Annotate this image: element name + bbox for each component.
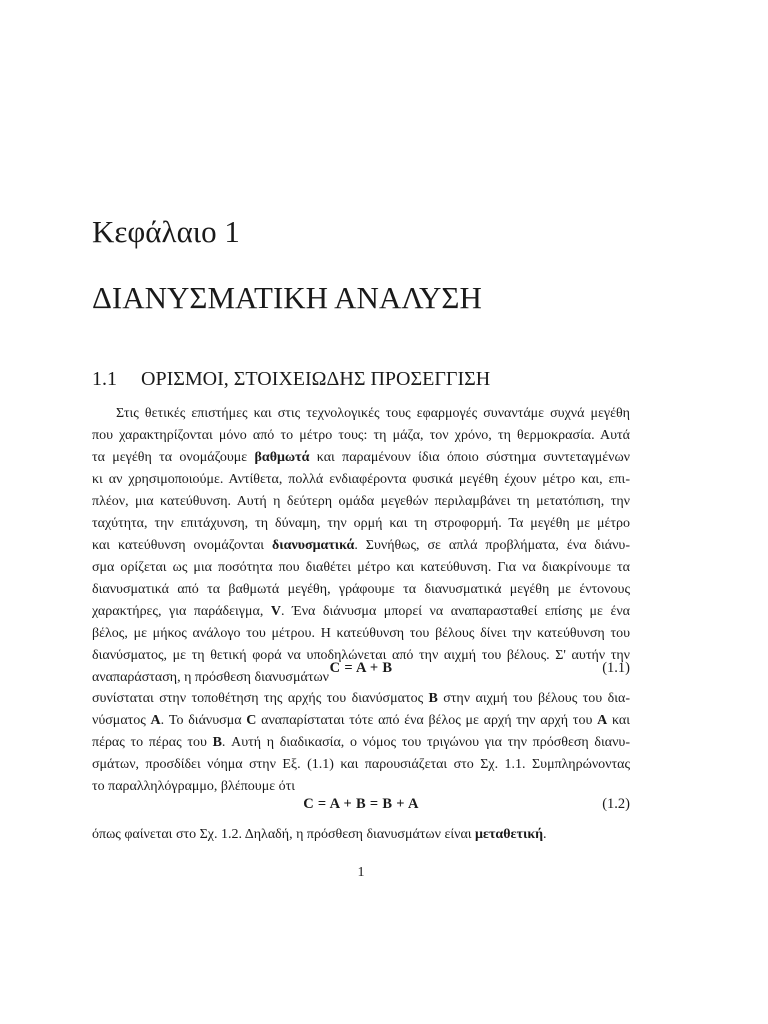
text-line: βέλος, με μήκος ανάλογο του μέτρου. Η κατεύθυνση του βέλους δίνει την κατεύθυνση του [92, 626, 630, 641]
paragraph-2 [92, 688, 630, 798]
text-run: πέρας το πέρας του [92, 735, 213, 750]
vector-symbol: B [428, 691, 438, 706]
text-line [92, 688, 630, 710]
paragraph-3 [92, 824, 630, 846]
text-run: όπως φαίνεται στο Σχ. 1.2. Δηλαδή, η πρόσθεση διανυσμάτων είναι [92, 827, 476, 842]
text-run: και κατεύθυνση ονομάζονται [92, 538, 273, 553]
equation-number: (1.1) [602, 660, 630, 676]
text-run: . [543, 827, 547, 842]
text-line: διανύσματος, με τη θετική φορά να υποδηλώνεται από την αιχμή του βέλους. Σ' αυτήν την [92, 648, 630, 663]
text-line [92, 710, 630, 732]
equation-body: C = A + B [329, 660, 393, 676]
term-scalar: βαθμωτά [254, 450, 310, 465]
text-line: το παραλληλόγραμμο, βλέπουμε ότι [92, 779, 295, 794]
vector-symbol: A [597, 713, 608, 728]
text-line [92, 732, 630, 754]
text-run: . Ένα διάνυσμα μπορεί να αναπαρασταθεί επίσης με ένα [280, 604, 630, 619]
page-number: 1 [357, 865, 365, 880]
equation-1 [92, 656, 630, 680]
vector-symbol: C [246, 713, 257, 728]
text-line [92, 824, 630, 846]
term-vector: διανυσματικά [272, 538, 355, 553]
text-run: και παραμένουν ίδια όποιο σύστημα συντεταγμένων [309, 450, 630, 465]
section-heading [92, 366, 490, 392]
equation-number: (1.2) [602, 796, 630, 812]
text-run: . Αυτή η διαδικασία, ο νόμος του τριγώνου για την πρόσθεση διανυ- [221, 735, 630, 750]
text-line: διανυσματικά από τα βαθμωτά μεγέθη, γράφουμε τα διανυσματικά μεγέθη με έντονους [92, 582, 630, 597]
text-line: που χαρακτηρίζονται μόνο από το μέτρο τους: τη μάζα, τον χρόνο, τη θερμοκρασία. Αυτά [92, 428, 630, 443]
section-number: 1.1 [92, 368, 117, 390]
chapter-title: ΔΙΑΝΥΣΜΑΤΙΚΗ ΑΝΑΛΥΣΗ [92, 280, 482, 315]
text-run: . Συνήθως, σε απλά προβλήματα, ένα διάνυ- [354, 538, 630, 553]
text-run: χαρακτήρες, για παράδειγμα, [92, 604, 271, 619]
book-page [92, 0, 630, 1024]
paragraph-1 [92, 403, 630, 689]
text-line: σμα ορίζεται ως μια ποσότητα που διαθέτει μέτρο και κατεύθυνση. Για να διακρίνουμε τα [92, 560, 630, 575]
text-line: κι αν χρησιμοποιούμε. Αντίθετα, πολλά ενδιαφέροντα φυσικά μεγέθη έχουν μέτρο και, επι- [92, 472, 630, 487]
text-run: και [607, 713, 630, 728]
text-run: συνίσταται στην τοποθέτηση της αρχής του διανύσματος [92, 691, 429, 706]
text-run: νύσματος [92, 713, 151, 728]
text-line [92, 601, 630, 623]
vector-symbol: B [212, 735, 222, 750]
term-commutative: μεταθετική [475, 827, 544, 842]
text-run: τα μεγέθη τα ονομάζουμε [92, 450, 255, 465]
section-title: ΟΡΙΣΜΟΙ, ΣΤΟΙΧΕΙΩΔΗΣ ΠΡΟΣΕΓΓΙΣΗ [141, 368, 491, 390]
text-line [92, 447, 630, 469]
text-run: . Το διάνυσμα [160, 713, 247, 728]
text-line: πλέον, μια κατεύθυνση. Αυτή η δεύτερη ομάδα μεγεθών περιλαμβάνει τη μετατόπιση, την [92, 494, 630, 509]
equation-2 [92, 792, 630, 816]
text-line: σμάτων, προσδίδει νόημα στην Εξ. (1.1) και παρουσιάζεται στο Σχ. 1.1. Συμπληρώνοντας [92, 757, 630, 772]
equation-body: C = A + B = B + A [303, 796, 419, 812]
text-line: αναπαράσταση, η πρόσθεση διανυσμάτων [92, 670, 329, 685]
vector-symbol: A [150, 713, 161, 728]
text-run: αναπαρίσταται τότε από ένα βέλος με αρχή την αρχή του [256, 713, 598, 728]
text-run: στην αιχμή του βέλους του δια- [437, 691, 630, 706]
text-line: ταχύτητα, την επιτάχυνση, τη δύναμη, την ορμή και τη στροφορμή. Τα μεγέθη με μέτρο [92, 516, 630, 531]
vector-symbol: V [270, 604, 281, 619]
chapter-label: Κεφάλαιο 1 [92, 214, 240, 249]
text-line [92, 535, 630, 557]
text-line: Στις θετικές επιστήμες και στις τεχνολογικές τους εφαρμογές συναντάμε συχνά μεγέθη [116, 406, 630, 421]
